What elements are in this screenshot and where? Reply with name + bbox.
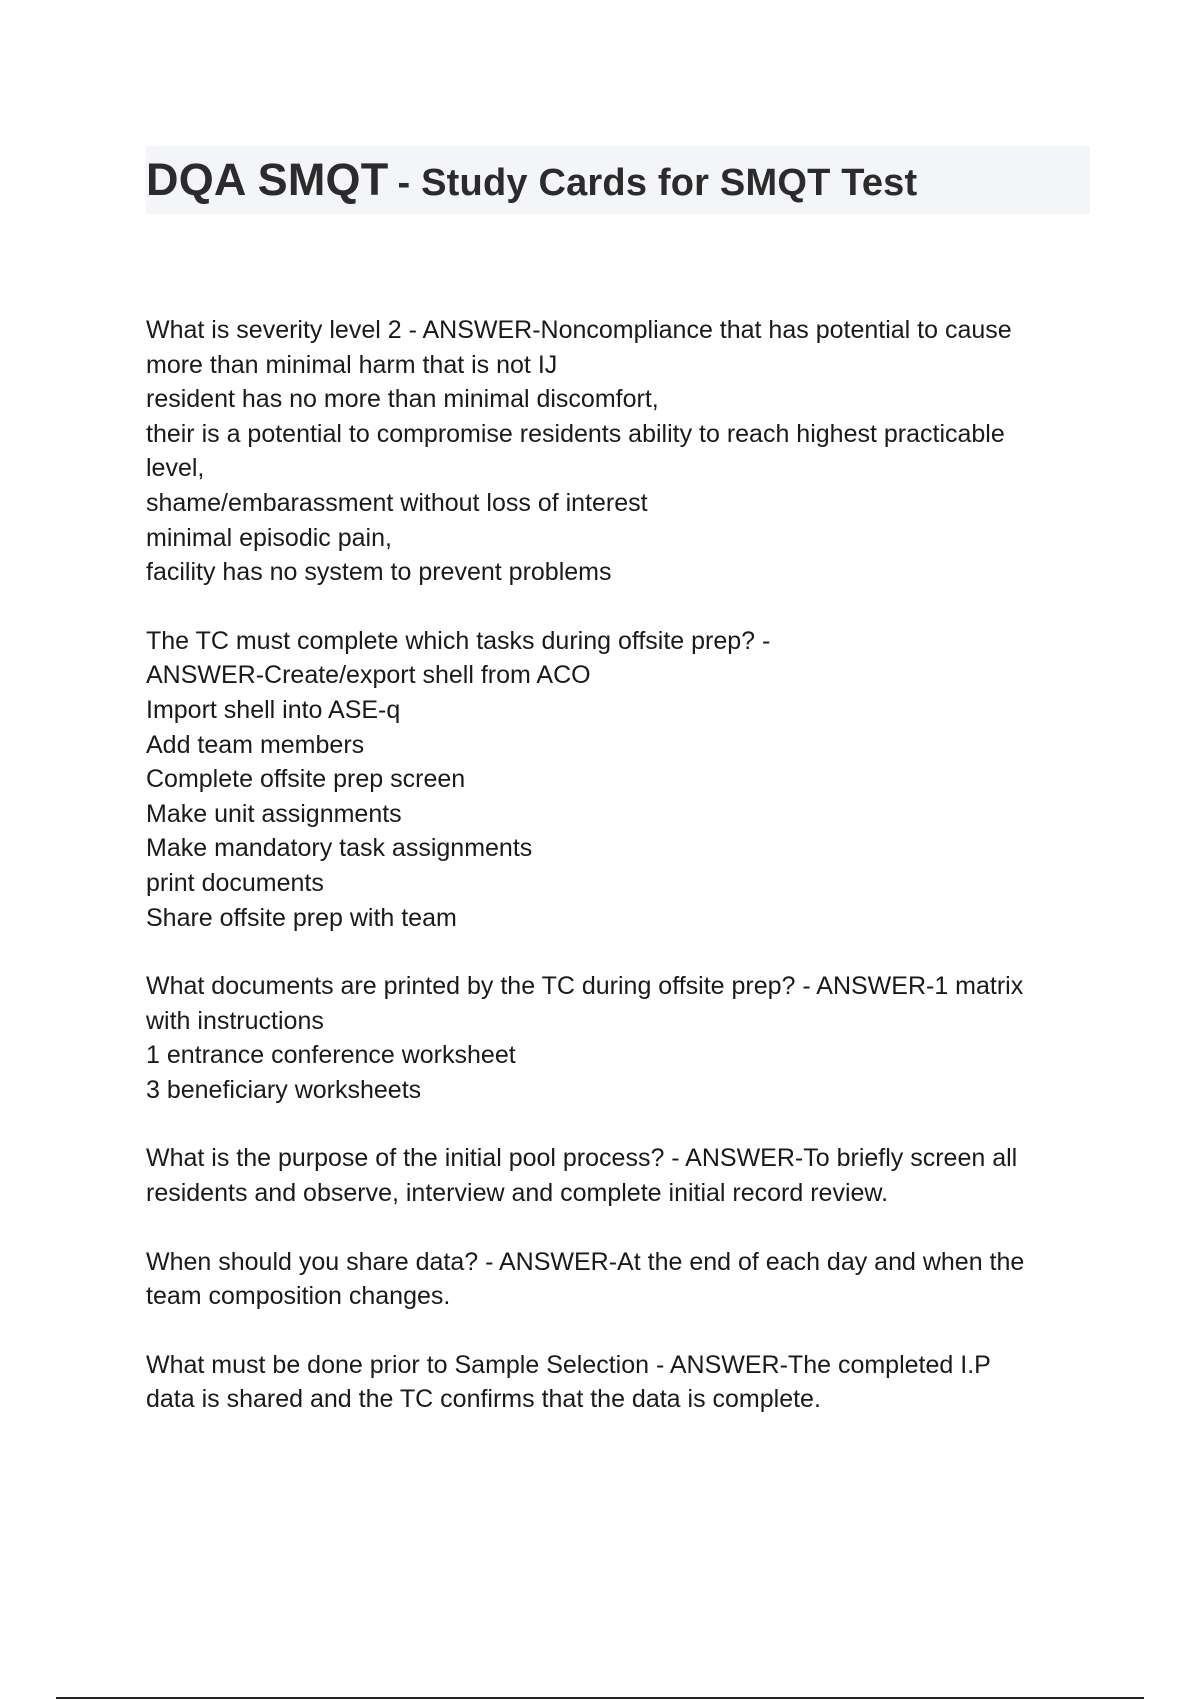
- page-title: [146, 154, 917, 206]
- card-line: facility has no system to prevent problems: [146, 558, 612, 587]
- card-line: more than minimal harm that is not IJ: [146, 350, 558, 379]
- card-line: resident has no more than minimal discomfort,: [146, 385, 659, 414]
- card-line: Complete offsite prep screen: [146, 765, 466, 794]
- page-bottom-divider: [56, 1697, 1144, 1699]
- card-line: their is a potential to compromise residents ability to reach highest practicable: [146, 419, 1005, 448]
- study-cards: [146, 313, 1076, 1451]
- card-line: residents and observe, interview and complete initial record review.: [146, 1179, 889, 1208]
- title-main: DQA SMQT: [146, 154, 389, 205]
- card-line: Import shell into ASE-q: [146, 695, 401, 724]
- card-line: What is severity level 2 - ANSWER-Noncompliance that has potential to cause: [146, 316, 1012, 344]
- card-line: Make mandatory task assignments: [146, 834, 533, 863]
- card-line: 1 entrance conference worksheet: [146, 1041, 516, 1070]
- study-card: [146, 313, 1076, 590]
- card-line: level,: [146, 454, 205, 483]
- card-line: What is the purpose of the initial pool process? - ANSWER-To briefly screen all: [146, 1144, 1018, 1173]
- card-line: ANSWER-Create/export shell from ACO: [146, 661, 591, 690]
- card-line: When should you share data? - ANSWER-At the end of each day and when the: [146, 1247, 1025, 1276]
- card-line: data is shared and the TC confirms that the data is complete.: [146, 1385, 821, 1414]
- card-line: 3 beneficiary worksheets: [146, 1075, 422, 1104]
- study-card: [146, 1141, 1076, 1210]
- title-band: [146, 146, 1090, 214]
- card-line: Share offsite prep with team: [146, 903, 457, 932]
- card-line: minimal episodic pain,: [146, 523, 392, 552]
- study-card: [146, 969, 1076, 1107]
- card-line: What must be done prior to Sample Selection - ANSWER-The completed I.P: [146, 1350, 991, 1379]
- card-line: Add team members: [146, 730, 365, 759]
- card-line: shame/embarassment without loss of interest: [146, 488, 648, 517]
- study-card: [146, 1245, 1076, 1314]
- card-line: What documents are printed by the TC during offsite prep? - ANSWER-1 matrix: [146, 972, 1024, 1001]
- card-line: with instructions: [146, 1006, 324, 1035]
- study-card: [146, 624, 1076, 935]
- title-subtitle: - Study Cards for SMQT Test: [397, 162, 918, 204]
- card-line: The TC must complete which tasks during offsite prep? -: [146, 626, 771, 655]
- card-line: team composition changes.: [146, 1282, 451, 1311]
- study-card: [146, 1348, 1076, 1417]
- card-line: Make unit assignments: [146, 799, 402, 828]
- card-line: print documents: [146, 868, 324, 897]
